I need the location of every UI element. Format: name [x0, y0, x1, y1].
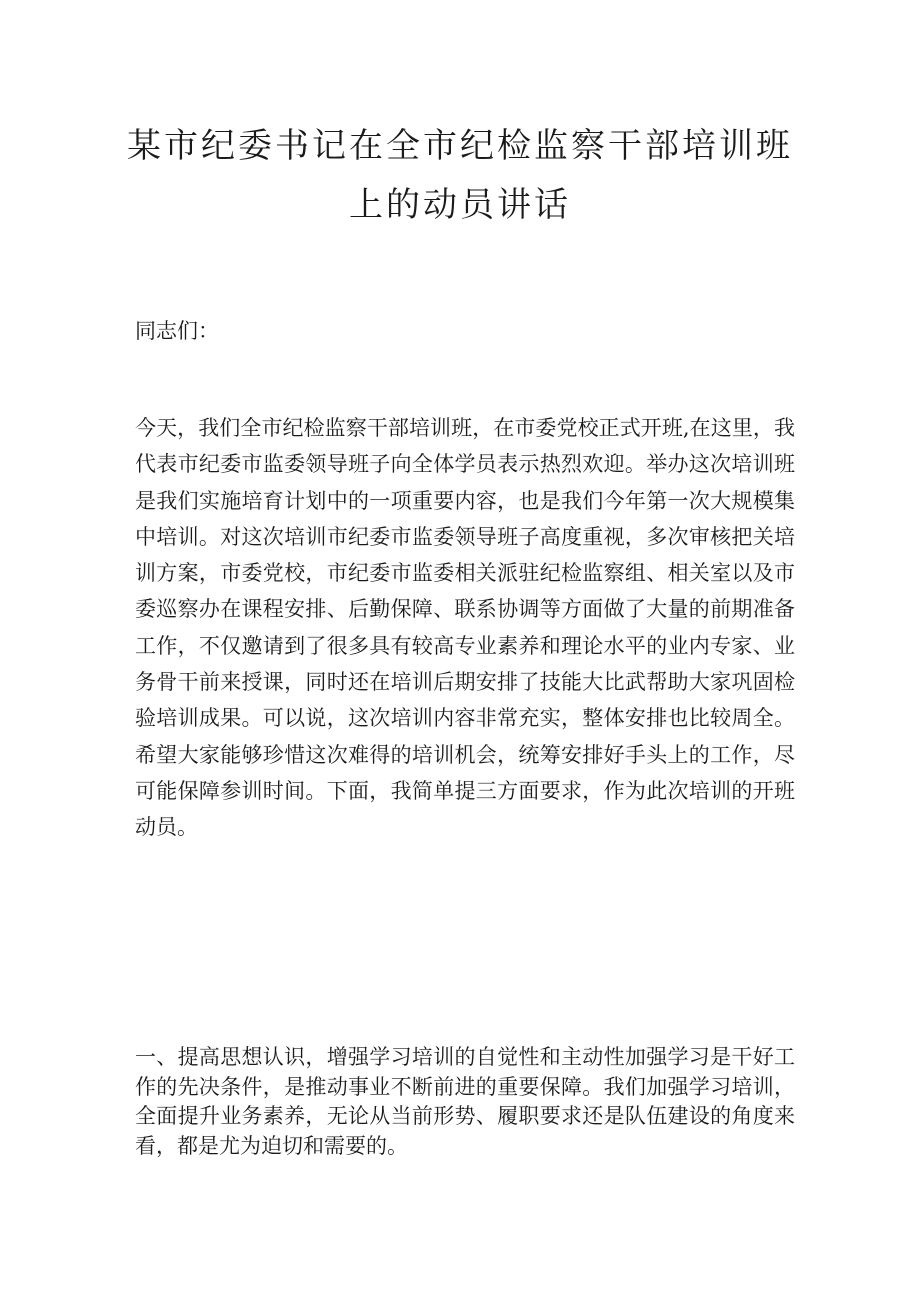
- document-title-line-2: 上的动员讲话: [349, 185, 571, 225]
- document-title-line-1: 某市纪委书记在全市纪检监察干部培训班: [127, 126, 793, 166]
- paragraph-opening: 今天，我们全市纪检监察干部培训班，在市委党校正式开班,在这里，我代表市纪委市监委领导班子向全体学员表示热烈欢迎。举办这次培训班是我们实施培育计划中的一项重要内容，也是我们今年第一次大规模集中培训。对这次培训市纪委市监委领导班子高度重视，多次审核把关培训方案，市委党校，市纪委市监委相关派驻纪检监察组、相关室以及市委巡察办在课程安排、后勤保障、联系协调等方面做了大量的前期准备工作，不仅邀请到了很多具有较高专业素养和理论水平的业内专家、业务骨干前来授课，同时还在培训后期安排了技能大比武帮助大家巩固检验培训成果。可以说，这次培训内容非常充实，整体安排也比较周全。希望大家能够珍惜这次难得的培训机会，统筹安排好手头上的工作，尽可能保障参训时间。下面，我简单提三方面要求，作为此次培训的开班动员。: [135, 416, 795, 840]
- salutation: 同志们：: [135, 319, 219, 343]
- paragraph-section-one: 一、提高思想认识，增强学习培训的自觉性和主动性加强学习是干好工作的先决条件，是推动事业不断前进的重要保障。我们加强学习培训，全面提升业务素养，无论从当前形势、履职要求还是队伍建设的角度来看，都是尤为迫切和需要的。: [135, 1045, 795, 1158]
